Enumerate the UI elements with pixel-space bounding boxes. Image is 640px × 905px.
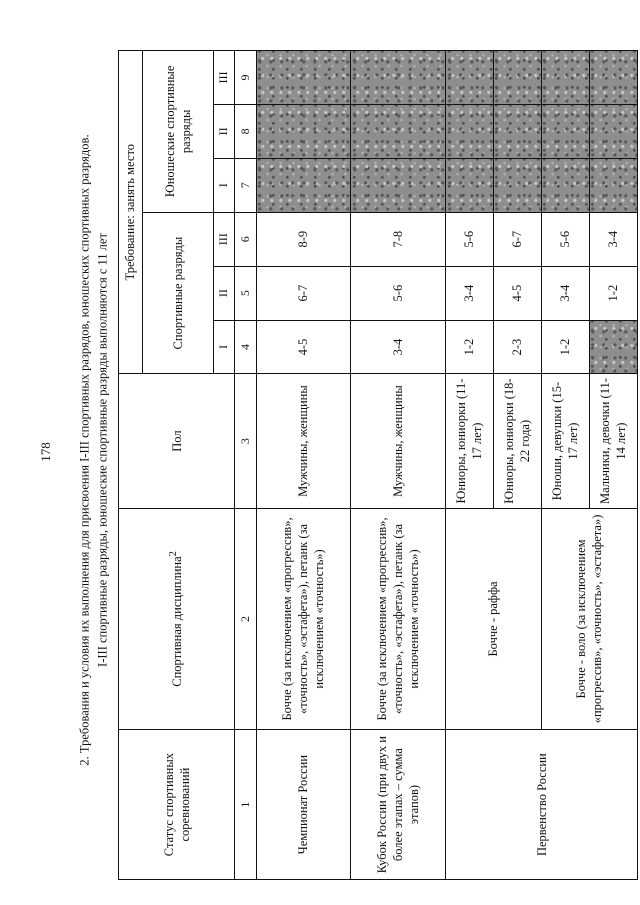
table-row: [256, 51, 351, 880]
rank-1-place: 1-2: [446, 320, 494, 374]
column-number: 7: [235, 158, 256, 212]
page-number: 178: [38, 442, 53, 462]
section-heading: 2. Требования и условия их выполнения для присвоения I-III спортивных разрядов, юношеских спортивных разрядов.: [77, 134, 92, 766]
column-number: 3: [235, 374, 256, 508]
rank-3-place: 3-4: [589, 212, 637, 266]
shaded-cell: [493, 158, 541, 212]
rank-label: II: [213, 104, 234, 158]
rank-2-place: 1-2: [589, 266, 637, 320]
shaded-cell: [541, 104, 589, 158]
rank-1-place: 1-2: [541, 320, 589, 374]
row-sex: Мужчины, женщины: [256, 374, 351, 508]
column-number: 4: [235, 320, 256, 374]
column-number: 5: [235, 266, 256, 320]
shaded-cell: [351, 104, 446, 158]
rank-1-place: 3-4: [351, 320, 446, 374]
rank-label: III: [213, 212, 234, 266]
requirements-table: [118, 50, 638, 880]
rank-label: III: [213, 51, 234, 105]
column-number: 9: [235, 51, 256, 105]
header-sex: Пол: [119, 374, 235, 508]
rank-3-place: 5-6: [446, 212, 494, 266]
rank-3-place: 6-7: [493, 212, 541, 266]
rank-2-place: 3-4: [541, 266, 589, 320]
table-row: [446, 51, 494, 880]
shaded-cell: [446, 51, 494, 105]
shaded-cell: [256, 158, 351, 212]
column-number: 2: [235, 508, 256, 730]
shaded-cell: [589, 104, 637, 158]
header-discipline-label: Спортивная дисциплина: [170, 556, 185, 687]
row-status: Первенство России: [446, 730, 638, 880]
shaded-cell: [589, 51, 637, 105]
shaded-cell: [256, 104, 351, 158]
row-discipline: Бочче (за исключением «прогрессив», «точность», «эстафета»), петанк (за исключением «точность»): [351, 508, 446, 730]
column-number: 6: [235, 212, 256, 266]
shaded-cell: [541, 51, 589, 105]
row-status: Кубок России (при двух и более этапах – сумма этапов): [351, 730, 446, 880]
rank-2-place: 5-6: [351, 266, 446, 320]
shaded-cell: [256, 51, 351, 105]
rank-3-place: 7-8: [351, 212, 446, 266]
shaded-cell: [493, 51, 541, 105]
section-subheading: I-III спортивные разряды, юношеские спортивные разряды выполняются с 11 лет: [95, 233, 110, 667]
rank-2-place: 6-7: [256, 266, 351, 320]
shaded-cell: [589, 320, 637, 374]
rank-2-place: 4-5: [493, 266, 541, 320]
row-status: Чемпионат России: [256, 730, 351, 880]
shaded-cell: [493, 104, 541, 158]
column-number: 8: [235, 104, 256, 158]
rank-3-place: 8-9: [256, 212, 351, 266]
shaded-cell: [541, 158, 589, 212]
header-status: Статус спортивных соревнований: [119, 730, 235, 880]
rank-label: I: [213, 320, 234, 374]
shaded-cell: [446, 158, 494, 212]
row-sex: Мальчики, девочки (11-14 лет): [589, 374, 637, 508]
shaded-cell: [589, 158, 637, 212]
header-requirement: Требование: занять место: [119, 51, 143, 374]
shaded-cell: [446, 104, 494, 158]
table-row: [351, 51, 446, 880]
row-sex: Юниоры, юниорки (11-17 лет): [446, 374, 494, 508]
footnote-marker: 2: [168, 551, 180, 557]
header-youth-ranks: Юношеские спортивные разряды: [142, 51, 213, 213]
requirements-table-container: [118, 50, 638, 880]
rank-label: II: [213, 266, 234, 320]
rank-2-place: 3-4: [446, 266, 494, 320]
row-discipline: Бочче (за исключением «прогрессив», «точность», «эстафета»), петанк (за исключением «точность»): [256, 508, 351, 730]
header-discipline: [119, 508, 235, 730]
rank-1-place: 4-5: [256, 320, 351, 374]
row-discipline: Бочче - раффа: [446, 508, 542, 730]
shaded-cell: [351, 51, 446, 105]
rank-label: I: [213, 158, 234, 212]
rank-1-place: 2-3: [493, 320, 541, 374]
row-sex: Юниоры, юниорки (18-22 года): [493, 374, 541, 508]
header-sport-ranks: Спортивные разряды: [142, 212, 213, 374]
column-number: 1: [235, 730, 256, 880]
rank-3-place: 5-6: [541, 212, 589, 266]
row-sex: Мужчины, женщины: [351, 374, 446, 508]
row-sex: Юноши, девушки (15-17 лет): [541, 374, 589, 508]
row-discipline: Бочче - воло (за исключением «прогрессив», «точность», «эстафета»): [541, 508, 637, 730]
shaded-cell: [351, 158, 446, 212]
